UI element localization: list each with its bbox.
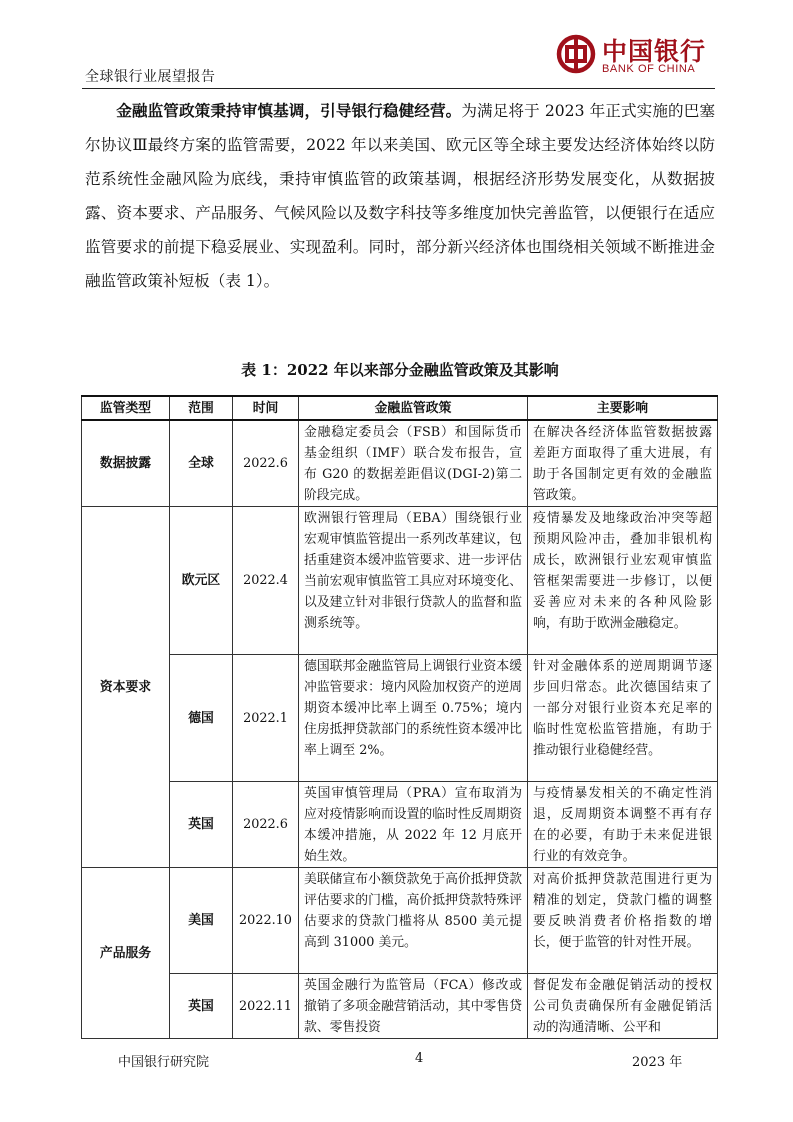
- bank-logo: [556, 30, 716, 86]
- policy-cell: 英国审慎管理局（PRA）宣布取消为应对疫情影响而设置的临时性反周期资本缓冲措施，从 2022 年 12 月底开始生效。: [299, 782, 528, 868]
- type-cell: 产品服务: [82, 868, 170, 1039]
- time-cell: 2022.6: [233, 420, 299, 507]
- policy-cell: 德国联邦金融监管局上调银行业资本缓冲监管要求：境内风险加权资产的逆周期资本缓冲比率上调至 0.75%；境内住房抵押贷款部门的系统性资本缓冲比率上调至 2%。: [299, 655, 528, 782]
- table-row: [82, 782, 718, 868]
- time-cell: 2022.11: [233, 974, 299, 1039]
- footer-year: 2023 年: [632, 1055, 683, 1070]
- type-cell: 数据披露: [82, 420, 170, 507]
- time-cell: 2022.10: [233, 868, 299, 974]
- header-scope: 范围: [170, 396, 233, 420]
- impact-cell: 在解决各经济体监管数据披露差距方面取得了重大进展，有助于各国制定更有效的金融监管政策。: [528, 420, 718, 507]
- impact-cell: 对高价抵押贷款范围进行更为精准的划定，贷款门槛的调整要反映消费者价格指数的增长，便于监管的针对性开展。: [528, 868, 718, 974]
- impact-cell: 督促发布金融促销活动的授权公司负责确保所有金融促销活动的沟通清晰、公平和: [528, 974, 718, 1039]
- impact-cell: 针对金融体系的逆周期调节逐步回归常态。此次德国结束了一部分对银行业资本充足率的临时性宽松监管措施，有助于推动银行业稳健经营。: [528, 655, 718, 782]
- policy-cell: 美联储宣布小额贷款免于高价抵押贷款评估要求的门槛，高价抵押贷款特殊评估要求的贷款门槛将从 8500 美元提高到 31000 美元。: [299, 868, 528, 974]
- scope-cell: 英国: [170, 974, 233, 1039]
- header-policy: 金融监管政策: [299, 396, 528, 420]
- intro-body: 为满足将于 2023 年正式实施的巴塞尔协议Ⅲ最终方案的监管需要，2022 年以来美国、欧元区等全球主要发达经济体始终以防范系统性金融风险为底线，秉持审慎监管的政策基调，根据经济形势发展变化，从数据披露、资本要求、产品服务、气候风险以及数字科技等多维度加快完善监管，以便银行在适应监管要求的前提下稳妥展业、实现盈利。同时，部分新兴经济体也围绕相关领域不断推进金融监管政策补短板（表 1）。: [85, 102, 715, 290]
- time-cell: 2022.1: [233, 655, 299, 782]
- table-caption: 表 1：2022 年以来部分金融监管政策及其影响: [241, 361, 559, 379]
- intro-lead: 金融监管政策秉持审慎基调，引导银行稳健经营。: [116, 101, 462, 120]
- scope-cell: 德国: [170, 655, 233, 782]
- header-impact: 主要影响: [528, 396, 718, 420]
- intro-paragraph: [85, 94, 715, 298]
- footer-organization: 中国银行研究院: [118, 1055, 210, 1070]
- report-title: 全球银行业展望报告: [85, 69, 216, 85]
- impact-cell: 与疫情暴发相关的不确定性消退，反周期资本调整不再有存在的必要，有助于未来促进银行业的有效竞争。: [528, 782, 718, 868]
- scope-cell: 英国: [170, 782, 233, 868]
- type-cell: 资本要求: [82, 507, 170, 868]
- scope-cell: 美国: [170, 868, 233, 974]
- bank-of-china-logo-icon: [556, 34, 596, 74]
- logo-english-text: BANK OF CHINA: [602, 63, 696, 75]
- table-row: [82, 974, 718, 1039]
- policy-table: [81, 395, 718, 1039]
- time-cell: 2022.4: [233, 507, 299, 655]
- impact-cell: 疫情暴发及地缘政治冲突等超预期风险冲击，叠加非银机构成长，欧洲银行业宏观审慎监管框架需要进一步修订，以便妥善应对未来的各种风险影响，有助于欧洲金融稳定。: [528, 507, 718, 655]
- table-row: [82, 868, 718, 974]
- header-divider: [82, 88, 715, 89]
- page-number: 4: [415, 1051, 424, 1066]
- table-row: [82, 420, 718, 507]
- table-header-row: [82, 396, 718, 420]
- policy-cell: 金融稳定委员会（FSB）和国际货币基金组织（IMF）联合发布报告，宣布 G20 的数据差距倡议(DGI-2)第二阶段完成。: [299, 420, 528, 507]
- logo-chinese-text: 中国银行: [602, 37, 707, 66]
- scope-cell: 欧元区: [170, 507, 233, 655]
- time-cell: 2022.6: [233, 782, 299, 868]
- policy-cell: 英国金融行为监管局（FCA）修改或撤销了多项金融营销活动，其中零售贷款、零售投资: [299, 974, 528, 1039]
- policy-cell: 欧洲银行管理局（EBA）围绕银行业宏观审慎监管提出一系列改革建议，包括重建资本缓冲监管要求、进一步评估当前宏观审慎监管工具应对环境变化、以及建立针对非银行贷款人的监督和监测系统等。: [299, 507, 528, 655]
- table-row: [82, 507, 718, 655]
- header-type: 监管类型: [82, 396, 170, 420]
- scope-cell: 全球: [170, 420, 233, 507]
- header-time: 时间: [233, 396, 299, 420]
- table-row: [82, 655, 718, 782]
